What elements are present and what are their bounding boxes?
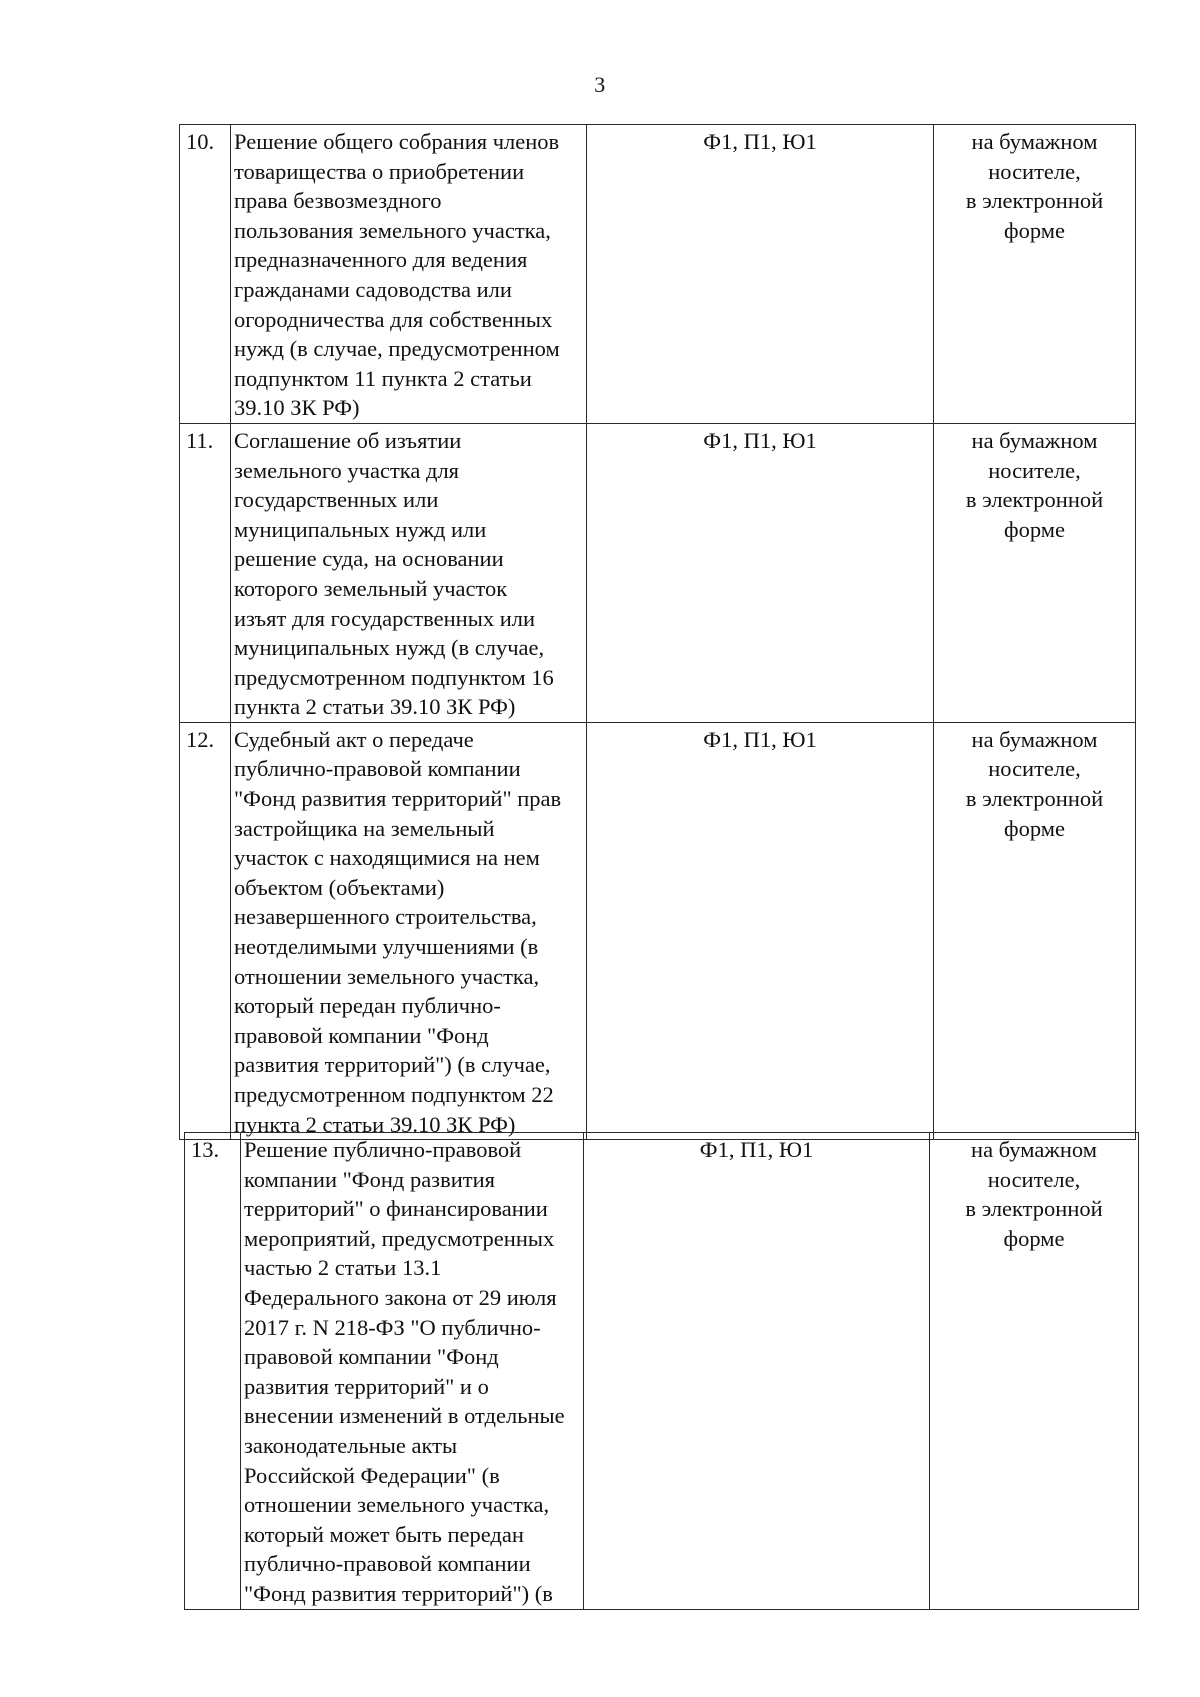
document-name-line: развития территорий") (в случае,	[234, 1052, 551, 1078]
document-name-line: который может быть передан	[244, 1521, 524, 1547]
document-name-line: правовой компании "Фонд	[244, 1344, 499, 1370]
document-name-line: предусмотренном подпунктом 22	[234, 1082, 554, 1107]
submission-form-line: в электронной	[965, 786, 1104, 812]
document-name-line: неотделимыми улучшениями (в	[234, 934, 539, 960]
document-name-line: правовой компании "Фонд	[234, 1022, 489, 1048]
table-row	[180, 423, 1136, 722]
document-name-line: Соглашение об изъятии	[234, 427, 462, 453]
submission-form-line: носителе,	[987, 1166, 1081, 1192]
document-name-line: муниципальных нужд (в случае,	[234, 635, 545, 661]
document-name-cell	[241, 1133, 584, 1610]
submission-form-line: в электронной	[965, 1196, 1103, 1222]
submission-form-line: на бумажном	[971, 129, 1098, 154]
document-name-line: Судебный акт о передаче	[234, 726, 474, 752]
row-number: 11.	[180, 423, 231, 722]
document-name-line: частью 2 статьи 13.1	[244, 1255, 442, 1281]
document-name-line: товарищества о приобретении	[234, 158, 525, 184]
applicant-codes: Ф1, П1, Ю1	[584, 1133, 930, 1610]
table-row	[185, 1133, 1139, 1610]
document-name-line: публично-правовой компании	[244, 1551, 531, 1577]
page-number: 3	[594, 72, 606, 97]
document-name-line: которого земельный участок	[234, 575, 508, 601]
document-name-line: земельного участка для	[234, 457, 460, 483]
submission-form-line: форме	[1004, 217, 1065, 243]
row-number: 10.	[180, 125, 231, 424]
documents-table	[179, 124, 1136, 1140]
document-name-line: отношении земельного участка,	[234, 963, 540, 989]
submission-form-line: форме	[1004, 516, 1065, 542]
document-name-line: 2017 г. N 218-ФЗ "О публично-	[244, 1314, 541, 1340]
document-name-line: "Фонд развития территорий") (в	[244, 1580, 553, 1606]
applicant-codes: Ф1, П1, Ю1	[587, 423, 934, 722]
document-name-line: пункта 2 статьи 39.10 ЗК РФ)	[234, 694, 516, 720]
document-name-line: права безвозмездного	[234, 188, 442, 214]
submission-form-line: форме	[1004, 815, 1065, 841]
document-name-line: объектом (объектами)	[234, 874, 445, 900]
documents-table-continued	[184, 1132, 1139, 1610]
applicant-codes: Ф1, П1, Ю1	[587, 125, 934, 424]
submission-form-line: носителе,	[988, 158, 1081, 184]
submission-form-line: в электронной	[965, 188, 1104, 214]
submission-form-line: форме	[1003, 1225, 1065, 1251]
document-name-line: государственных или	[234, 487, 439, 513]
submission-form-line: на бумажном	[971, 1137, 1097, 1162]
document-name-line: 39.10 ЗК РФ)	[234, 395, 360, 421]
document-name-line: законодательные акты	[244, 1432, 458, 1458]
document-name-line: Федерального закона от 29 июля	[244, 1284, 557, 1310]
document-name-line: территорий" о финансировании	[244, 1196, 548, 1222]
document-name-line: мероприятий, предусмотренных	[244, 1225, 555, 1251]
document-name-line: муниципальных нужд или	[234, 516, 487, 542]
document-name-line: гражданами садоводства или	[234, 276, 512, 302]
document-name-line: застройщика на земельный	[234, 815, 495, 841]
document-name-line: Российской Федерации" (в	[244, 1462, 500, 1488]
document-name-line: подпунктом 11 пункта 2 статьи	[234, 365, 532, 391]
submission-form-cell	[934, 423, 1136, 722]
document-name-line: внесении изменений в отдельные	[244, 1403, 565, 1429]
document-name-cell	[231, 125, 587, 424]
document-name-line: изъят для государственных или	[234, 605, 536, 631]
document-name-line: публично-правовой компании	[234, 756, 521, 782]
document-name-line: который передан публично-	[234, 993, 501, 1019]
document-name-cell	[231, 423, 587, 722]
submission-form-cell	[934, 722, 1136, 1139]
document-name-line: пункта 2 статьи 39.10 ЗК РФ)	[234, 1111, 516, 1137]
document-name-line: предназначенного для ведения	[234, 247, 528, 273]
document-name-line: "Фонд развития территорий" прав	[234, 786, 562, 812]
document-name-line: отношении земельного участка,	[244, 1492, 550, 1518]
submission-form-line: в электронной	[965, 487, 1104, 513]
submission-form-line: на бумажном	[971, 726, 1098, 752]
applicant-codes: Ф1, П1, Ю1	[587, 722, 934, 1139]
document-name-cell	[231, 722, 587, 1139]
document-name-line: Решение общего собрания членов	[234, 129, 560, 154]
table-row	[180, 125, 1136, 424]
document-name-line: предусмотренном подпунктом 16	[234, 664, 554, 690]
submission-form-line: носителе,	[988, 457, 1081, 483]
document-name-line: решение суда, на основании	[234, 546, 504, 572]
submission-form-cell	[930, 1133, 1139, 1610]
document-name-line: участок с находящимися на нем	[234, 845, 540, 871]
document-name-line: развития территорий" и о	[244, 1373, 489, 1399]
document-name-line: Решение публично-правовой	[244, 1137, 522, 1162]
document-name-line: огородничества для собственных	[234, 306, 553, 332]
document-name-line: незавершенного строительства,	[234, 904, 537, 930]
submission-form-line: на бумажном	[971, 427, 1098, 453]
document-name-line: пользования земельного участка,	[234, 217, 551, 243]
submission-form-line: носителе,	[988, 756, 1081, 782]
document-name-line: компании "Фонд развития	[244, 1166, 495, 1192]
submission-form-cell	[934, 125, 1136, 424]
document-name-line: нужд (в случае, предусмотренном	[234, 336, 560, 362]
row-number: 13.	[185, 1133, 241, 1610]
table-row	[180, 722, 1136, 1139]
row-number: 12.	[180, 722, 231, 1139]
